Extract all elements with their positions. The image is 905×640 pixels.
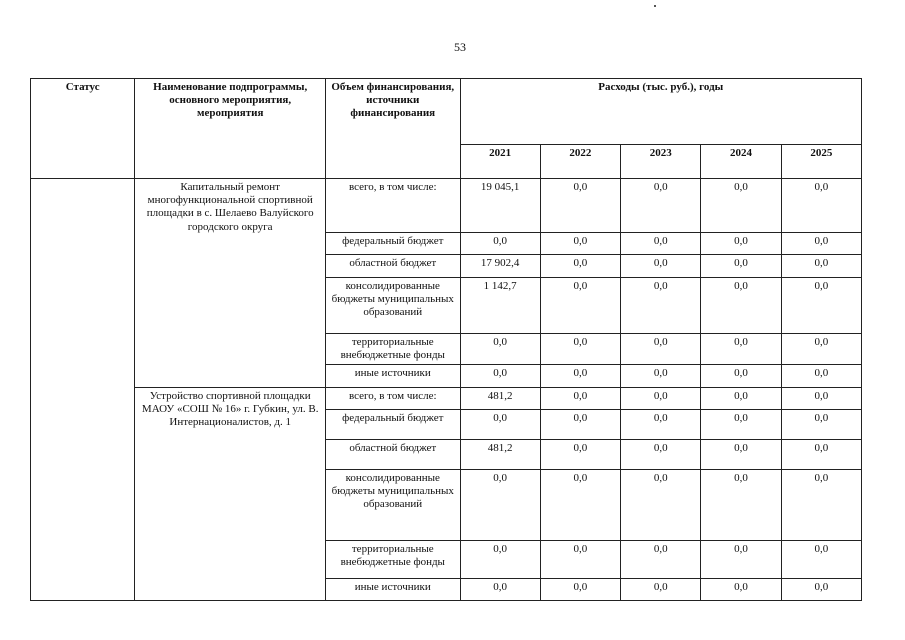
amount-cell: 0,0	[540, 578, 620, 600]
amount-cell: 0,0	[460, 540, 540, 578]
amount-cell: 0,0	[540, 439, 620, 469]
amount-cell: 0,0	[621, 470, 701, 540]
amount-cell: 0,0	[540, 277, 620, 333]
amount-cell: 0,0	[621, 179, 701, 233]
amount-cell: 0,0	[701, 179, 781, 233]
amount-cell: 0,0	[540, 255, 620, 277]
amount-cell: 0,0	[460, 365, 540, 387]
amount-cell: 0,0	[701, 365, 781, 387]
table-row	[31, 179, 862, 233]
amount-cell: 0,0	[621, 540, 701, 578]
amount-cell: 0,0	[781, 439, 861, 469]
amount-cell: 0,0	[701, 439, 781, 469]
amount-cell: 0,0	[701, 255, 781, 277]
amount-cell: 0,0	[540, 387, 620, 409]
sources-header: Объем финансирования, источники финансирования	[326, 79, 460, 179]
year-header: 2024	[701, 145, 781, 179]
funding-source-cell: областной бюджет	[326, 255, 460, 277]
amount-cell: 0,0	[781, 470, 861, 540]
measure-name-cell: Капитальный ремонт многофункциональной спортивной площадки в с. Шелаево Валуйского городского округа	[135, 179, 326, 388]
amount-cell: 0,0	[781, 277, 861, 333]
year-header: 2025	[781, 145, 861, 179]
budget-table	[30, 78, 862, 601]
amount-cell: 0,0	[621, 277, 701, 333]
amount-cell: 0,0	[460, 470, 540, 540]
amount-cell: 0,0	[540, 540, 620, 578]
amount-cell: 0,0	[621, 255, 701, 277]
funding-source-cell: иные источники	[326, 365, 460, 387]
year-header: 2023	[621, 145, 701, 179]
status-header: Статус	[31, 79, 135, 179]
table-row	[31, 387, 862, 409]
amount-cell: 0,0	[621, 365, 701, 387]
amount-cell: 0,0	[781, 255, 861, 277]
amount-cell: 0,0	[781, 333, 861, 365]
amount-cell: 0,0	[540, 333, 620, 365]
amount-cell: 0,0	[540, 365, 620, 387]
amount-cell: 481,2	[460, 439, 540, 469]
amount-cell: 1 142,7	[460, 277, 540, 333]
funding-source-cell: областной бюджет	[326, 439, 460, 469]
amount-cell: 0,0	[781, 179, 861, 233]
amount-cell: 0,0	[701, 470, 781, 540]
scan-speck	[654, 5, 656, 7]
expenses-header: Расходы (тыс. руб.), годы	[460, 79, 862, 145]
table-body	[31, 179, 862, 601]
amount-cell: 0,0	[621, 578, 701, 600]
amount-cell: 19 045,1	[460, 179, 540, 233]
funding-source-cell: всего, в том числе:	[326, 387, 460, 409]
amount-cell: 0,0	[781, 578, 861, 600]
amount-cell: 0,0	[781, 409, 861, 439]
funding-source-cell: иные источники	[326, 578, 460, 600]
amount-cell: 17 902,4	[460, 255, 540, 277]
amount-cell: 0,0	[701, 540, 781, 578]
amount-cell: 0,0	[621, 233, 701, 255]
amount-cell: 0,0	[701, 277, 781, 333]
header-row	[31, 79, 862, 145]
amount-cell: 0,0	[701, 233, 781, 255]
funding-source-cell: территориальные внебюджетные фонды	[326, 333, 460, 365]
amount-cell: 0,0	[621, 387, 701, 409]
year-header: 2022	[540, 145, 620, 179]
amount-cell: 0,0	[781, 540, 861, 578]
amount-cell: 0,0	[460, 409, 540, 439]
funding-source-cell: консолидированные бюджеты муниципальных образований	[326, 277, 460, 333]
amount-cell: 0,0	[460, 333, 540, 365]
name-header: Наименование подпрограммы, основного мероприятия, мероприятия	[135, 79, 326, 179]
amount-cell: 481,2	[460, 387, 540, 409]
amount-cell: 0,0	[621, 409, 701, 439]
amount-cell: 0,0	[701, 409, 781, 439]
amount-cell: 0,0	[781, 387, 861, 409]
year-header: 2021	[460, 145, 540, 179]
funding-source-cell: федеральный бюджет	[326, 409, 460, 439]
measure-name-cell: Устройство спортивной площадки МАОУ «СОШ № 16» г. Губкин, ул. В. Интернационалистов, д. 1	[135, 387, 326, 600]
amount-cell: 0,0	[540, 470, 620, 540]
amount-cell: 0,0	[540, 409, 620, 439]
amount-cell: 0,0	[540, 233, 620, 255]
page-number: 53	[454, 40, 466, 54]
amount-cell: 0,0	[540, 179, 620, 233]
funding-source-cell: всего, в том числе:	[326, 179, 460, 233]
amount-cell: 0,0	[701, 578, 781, 600]
amount-cell: 0,0	[621, 333, 701, 365]
amount-cell: 0,0	[621, 439, 701, 469]
amount-cell: 0,0	[460, 233, 540, 255]
status-cell	[31, 179, 135, 601]
amount-cell: 0,0	[781, 365, 861, 387]
amount-cell: 0,0	[701, 387, 781, 409]
funding-source-cell: консолидированные бюджеты муниципальных образований	[326, 470, 460, 540]
amount-cell: 0,0	[781, 233, 861, 255]
funding-source-cell: федеральный бюджет	[326, 233, 460, 255]
amount-cell: 0,0	[701, 333, 781, 365]
amount-cell: 0,0	[460, 578, 540, 600]
funding-source-cell: территориальные внебюджетные фонды	[326, 540, 460, 578]
